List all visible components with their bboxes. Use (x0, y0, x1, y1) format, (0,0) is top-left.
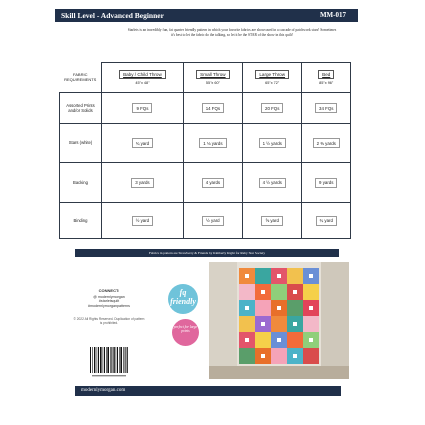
fabrics-note: Fabrics in pattern are Strawberry & Friends by Kimberly Kight for Ruby Star Society (75, 249, 339, 257)
table-cell: 4 ½ yards (242, 163, 302, 203)
requirements-corner-label: FABRIC REQUIREMENTS (64, 72, 97, 83)
website-url[interactable]: modernlymorgan.com (75, 386, 341, 396)
row-label: Stars (white) (60, 124, 102, 163)
table-cell: 1 ½ yards (242, 124, 302, 163)
table-cell: 9 yards (302, 163, 351, 203)
table-cell: ⅝ yard (242, 203, 302, 239)
table-cell: ¾ yard (302, 203, 351, 239)
table-cell: ¾ yard (102, 124, 184, 163)
size-header: Large Throw 65"x 72" (242, 63, 302, 93)
table-cell: 1 ⅛ yards (183, 124, 242, 163)
table-cell: 4 yards (183, 163, 242, 203)
barcode-image (88, 345, 130, 381)
size-header: Baby / Child Throw 45"x 48" (102, 63, 184, 93)
skill-level: Skill Level - Advanced Beginner (61, 11, 164, 20)
connect-block (73, 289, 145, 326)
copyright-text: © 2022 All Rights Reserved. Duplication of pattern is prohibited. (73, 317, 145, 326)
table-cell: 9 FQs (102, 93, 184, 124)
quilt-photo (209, 262, 349, 379)
header-bar (55, 9, 358, 22)
large-prints-badge: perfect for large prints (172, 319, 199, 346)
social-handle: #starletsquilt (98, 299, 120, 304)
table-cell: 3 yards (102, 163, 184, 203)
social-handle: #modernlymorganpatterns (88, 303, 130, 308)
table-cell: 20 FQs (242, 93, 302, 124)
row-label: Backing (60, 163, 102, 203)
table-row (60, 163, 351, 203)
intro-text: Starlets is an incredibly fun, fat quarter friendly pattern in which your favorite fabrics are showcased in a cascade of patchwork stars! Sometimes it's best to let the fabric do the talking, so let it be the STAR of the show in this quilt! (127, 28, 337, 37)
table-row (60, 93, 351, 124)
table-cell: ½ yard (102, 203, 184, 239)
size-header: Small Throw 55"x 60" (183, 63, 242, 93)
row-label: Assorted Prints and/or Solids (60, 93, 102, 124)
size-header: Bed 85"x 96" (302, 63, 351, 93)
fabric-requirements-table (59, 62, 351, 239)
table-row (60, 203, 351, 239)
connect-heading: CONNECT: (98, 288, 120, 293)
pattern-code: MM-017 (319, 11, 346, 19)
table-cell: 34 FQs (302, 93, 351, 124)
row-label: Binding (60, 203, 102, 239)
fq-friendly-badge: fq friendly (168, 284, 198, 314)
table-cell: 2 ⅜ yards (302, 124, 351, 163)
social-handle: @ modernlymorgan (93, 294, 125, 299)
pattern-back-cover (55, 0, 358, 425)
table-row (60, 124, 351, 163)
table-cell: ½ yard (183, 203, 242, 239)
table-cell: 14 FQs (183, 93, 242, 124)
